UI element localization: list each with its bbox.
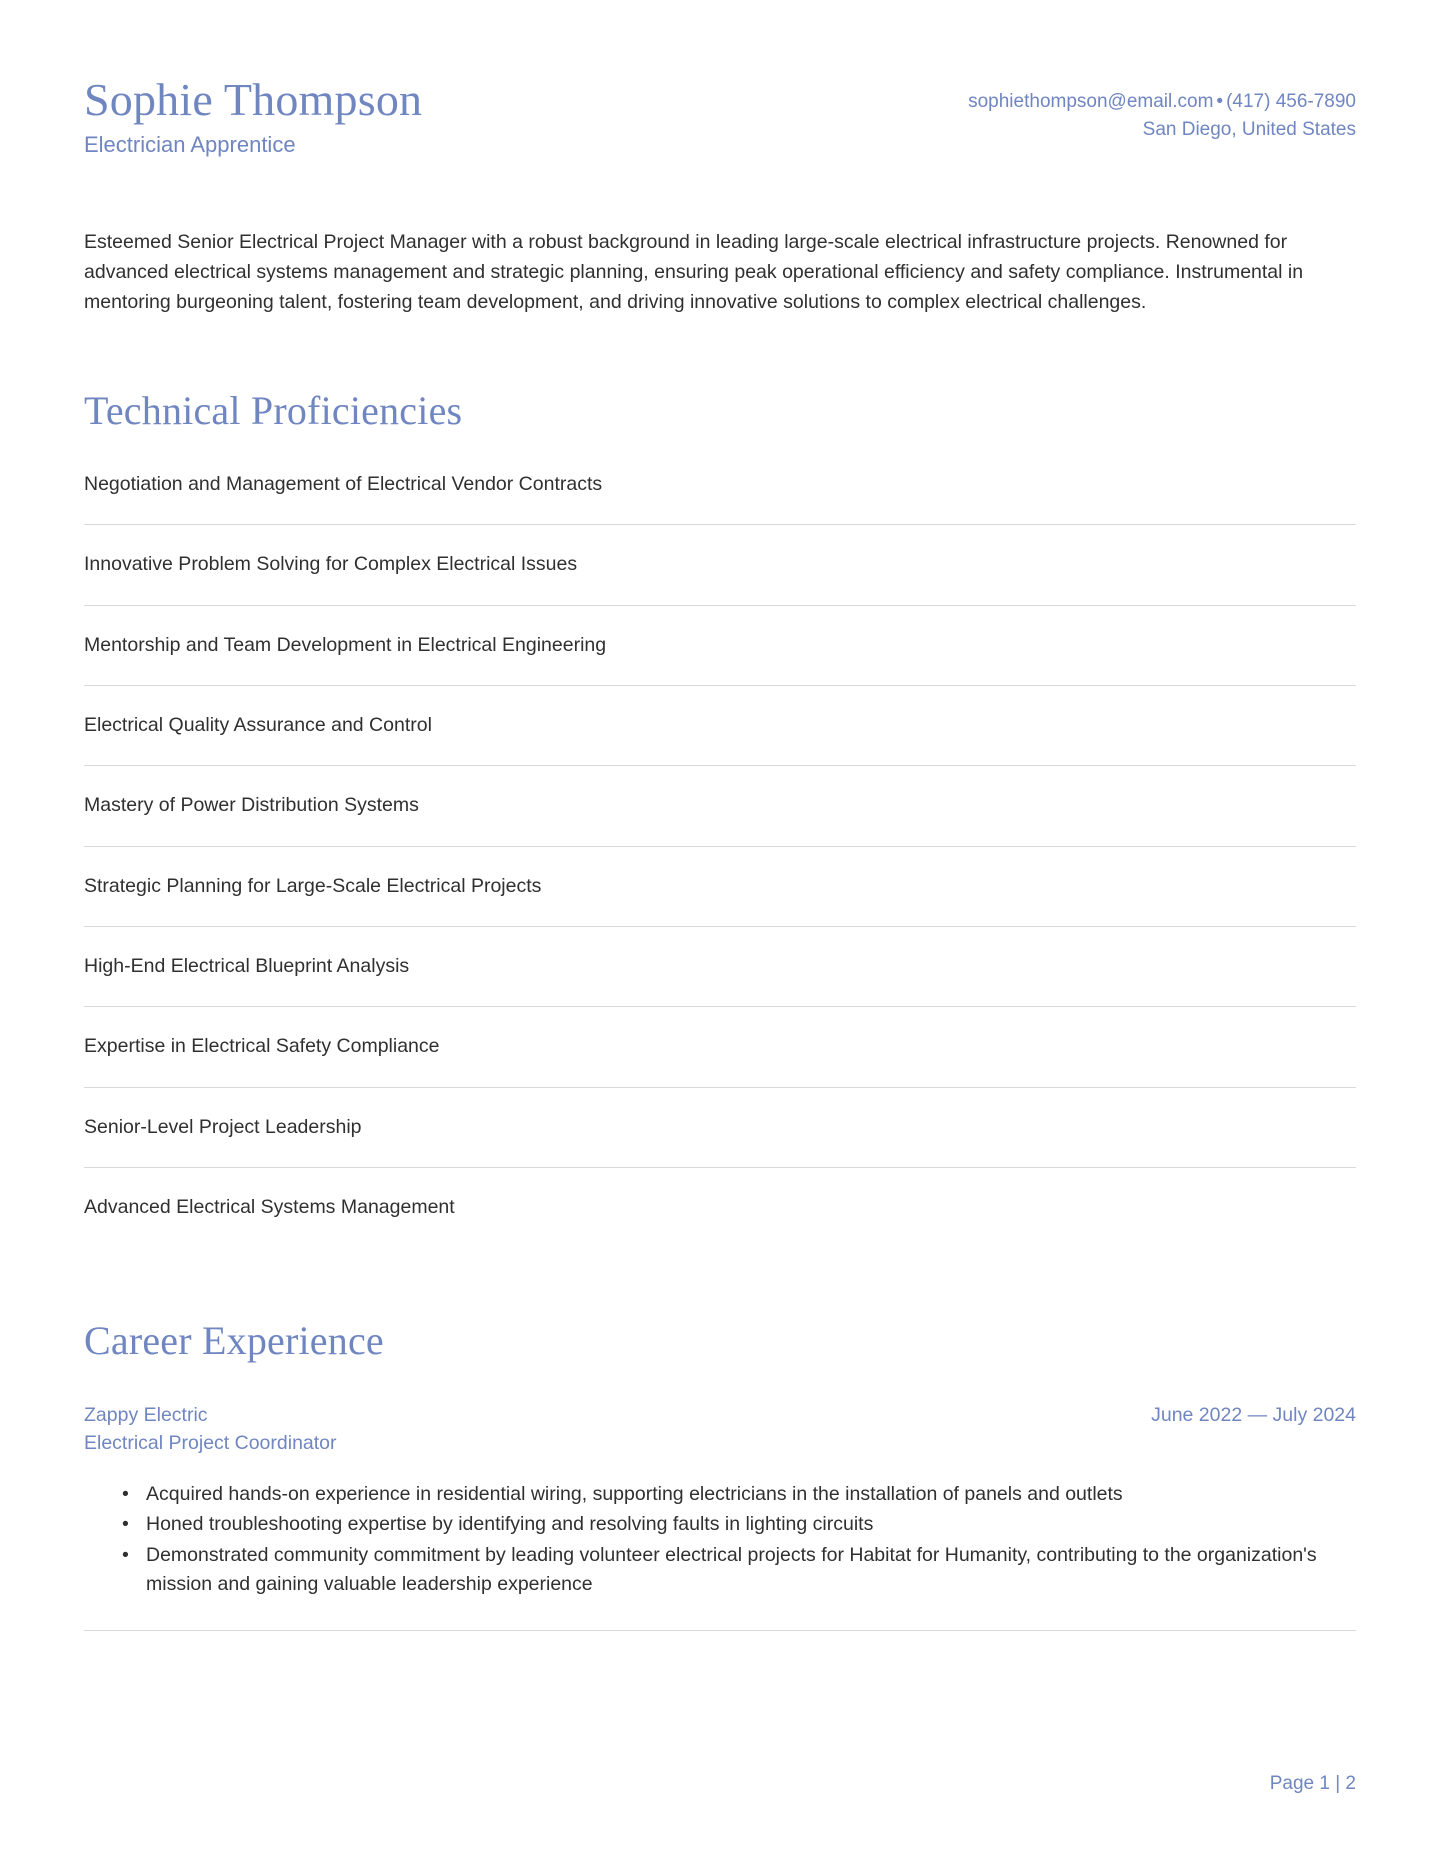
experience-bullet: • Honed troubleshooting expertise by identifying and resolving faults in lighting circuits	[118, 1510, 1356, 1539]
candidate-job-title: Electrician Apprentice	[84, 131, 296, 157]
experience-section	[84, 1317, 1356, 1631]
employer-name: Zappy Electric	[84, 1404, 208, 1427]
skill-item: Mentorship and Team Development in Electrical Engineering	[84, 632, 1356, 686]
resume-header	[84, 74, 1356, 160]
skill-item: High-End Electrical Blueprint Analysis	[84, 953, 1356, 1007]
skill-item: Negotiation and Management of Electrical Vendor Contracts	[84, 471, 1356, 525]
experience-entry	[84, 1401, 1356, 1631]
page-indicator: Page 1 | 2	[1269, 1773, 1356, 1794]
skill-item: Senior-Level Project Leadership	[84, 1114, 1356, 1168]
contact-phone[interactable]: (417) 456-7890	[1226, 91, 1356, 112]
skill-item: Strategic Planning for Large-Scale Electrical Projects	[84, 873, 1356, 927]
skill-item: Innovative Problem Solving for Complex Electrical Issues	[84, 551, 1356, 605]
experience-entry-identity	[84, 1401, 1127, 1458]
experience-bullet-list	[84, 1480, 1356, 1599]
skill-item: Advanced Electrical Systems Management	[84, 1195, 455, 1218]
skill-item: Electrical Quality Assurance and Control	[84, 712, 1356, 766]
skills-section-title: Technical Proficiencies	[84, 388, 463, 434]
contact-separator: •	[1216, 91, 1224, 112]
skill-item: Mastery of Power Distribution Systems	[84, 792, 1356, 846]
employment-dates: June 2022 — July 2024	[1151, 1404, 1356, 1427]
identity-block	[84, 74, 422, 160]
contact-location: San Diego, United States	[1142, 119, 1356, 141]
contact-email[interactable]: sophiethompson@email.com	[968, 91, 1214, 112]
experience-section-title: Career Experience	[84, 1318, 384, 1364]
contact-block	[968, 74, 1356, 144]
employment-role: Electrical Project Coordinator	[84, 1432, 337, 1455]
skill-item: Expertise in Electrical Safety Compliance	[84, 1033, 1356, 1087]
experience-bullet: • Acquired hands-on experience in residential wiring, supporting electricians in the installation of panels and outlets	[118, 1480, 1356, 1509]
experience-entry-header	[84, 1401, 1356, 1458]
skills-section	[84, 387, 1356, 1221]
experience-bullet: • Demonstrated community commitment by leading volunteer electrical projects for Habitat for Humanity, contributing to the organization's mission and gaining valuable leadership experience	[118, 1541, 1356, 1598]
candidate-name: Sophie Thompson	[84, 74, 423, 125]
contact-line-primary	[968, 88, 1356, 116]
professional-summary: Esteemed Senior Electrical Project Manager with a robust background in leading large-scale electrical infrastructure projects. Renowned for advanced electrical systems management and strategic planning, ensuring peak operational efficiency and safety compliance. Instrumental in mentoring burgeoning talent, fostering team development, and driving innovative solutions to complex electrical challenges.	[84, 231, 1304, 313]
